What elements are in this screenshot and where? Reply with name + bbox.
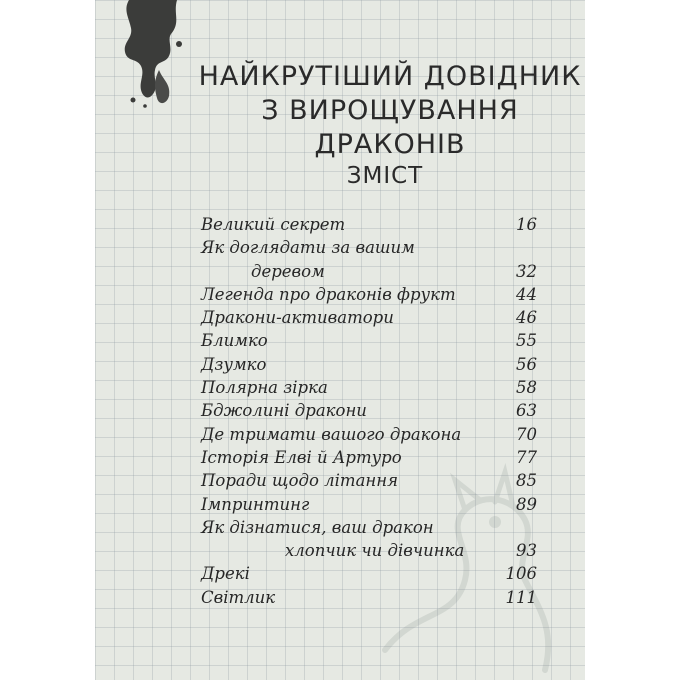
toc-entry-page: 70 <box>516 424 537 444</box>
toc-entry-title: деревом <box>251 261 325 281</box>
toc-entry-continuation <box>201 260 537 283</box>
book-title-line-1: НАЙКРУТІШИЙ ДОВІДНИК <box>198 61 582 92</box>
toc-entry <box>201 353 537 376</box>
toc-entry <box>201 399 537 422</box>
toc-entry-title: Історія Елві й Артуро <box>201 447 402 467</box>
toc-entry-title: Дрекі <box>201 564 250 584</box>
toc-entry-page: 111 <box>505 587 537 607</box>
toc-entry-title: хлопчик чи дівчинка <box>285 541 465 561</box>
toc-entry-title: Імпринтинг <box>201 494 310 514</box>
toc-entry <box>201 516 537 539</box>
toc-entry <box>201 213 537 236</box>
toc-entry-title: Дракони-активатори <box>201 308 394 328</box>
toc-entry-page: 63 <box>516 401 537 421</box>
book-title-line-2: З ВИРОЩУВАННЯ ДРАКОНІВ <box>261 95 519 160</box>
toc-entry-page: 58 <box>516 378 537 398</box>
toc-entry <box>201 446 537 469</box>
toc-entry-title: Поради щодо літання <box>201 471 399 491</box>
toc-entry-page: 44 <box>516 284 537 304</box>
toc-entry-title: Полярна зірка <box>201 378 328 398</box>
toc-entry <box>201 469 537 492</box>
toc-entry-page: 32 <box>516 261 537 281</box>
book-page <box>95 0 585 680</box>
book-title <box>95 60 585 162</box>
toc-entry-page: 56 <box>516 354 537 374</box>
toc-entry-continuation <box>201 539 537 562</box>
toc-entry-title: Світлик <box>201 587 276 607</box>
toc-entry <box>201 423 537 446</box>
toc-entry <box>201 283 537 306</box>
toc-entry <box>201 493 537 516</box>
toc-entry-page: 16 <box>516 215 537 234</box>
toc-entry-title: Великий секрет <box>201 215 346 234</box>
toc-entry <box>201 306 537 329</box>
toc-entry-page: 77 <box>516 447 537 467</box>
toc-entry-title: Де тримати вашого дракона <box>201 424 462 444</box>
toc-entry-page: 46 <box>516 308 537 328</box>
toc-entry-page: 93 <box>516 541 537 561</box>
toc-entry-page: 85 <box>516 471 537 491</box>
toc-entry <box>201 376 537 399</box>
toc-entry-title: Як доглядати за вашим <box>201 238 415 258</box>
toc-entry-title: Легенда про драконів фрукт <box>201 284 456 304</box>
contents-heading: ЗМІСТ <box>346 163 424 189</box>
table-of-contents <box>201 213 537 609</box>
toc-entry-title: Блимко <box>201 331 268 351</box>
toc-entry-page: 55 <box>516 331 537 351</box>
toc-entry-title: Як дізнатися, ваш дракон <box>201 517 434 537</box>
toc-entry-page: 89 <box>516 494 537 514</box>
toc-entry-title: Дзумко <box>201 354 267 374</box>
toc-entry <box>201 562 537 585</box>
toc-entry-title: Бджолині дракони <box>201 401 367 421</box>
toc-entry <box>201 329 537 352</box>
toc-entry <box>201 586 537 609</box>
toc-entry <box>201 236 537 259</box>
toc-entry-page: 106 <box>505 564 537 584</box>
